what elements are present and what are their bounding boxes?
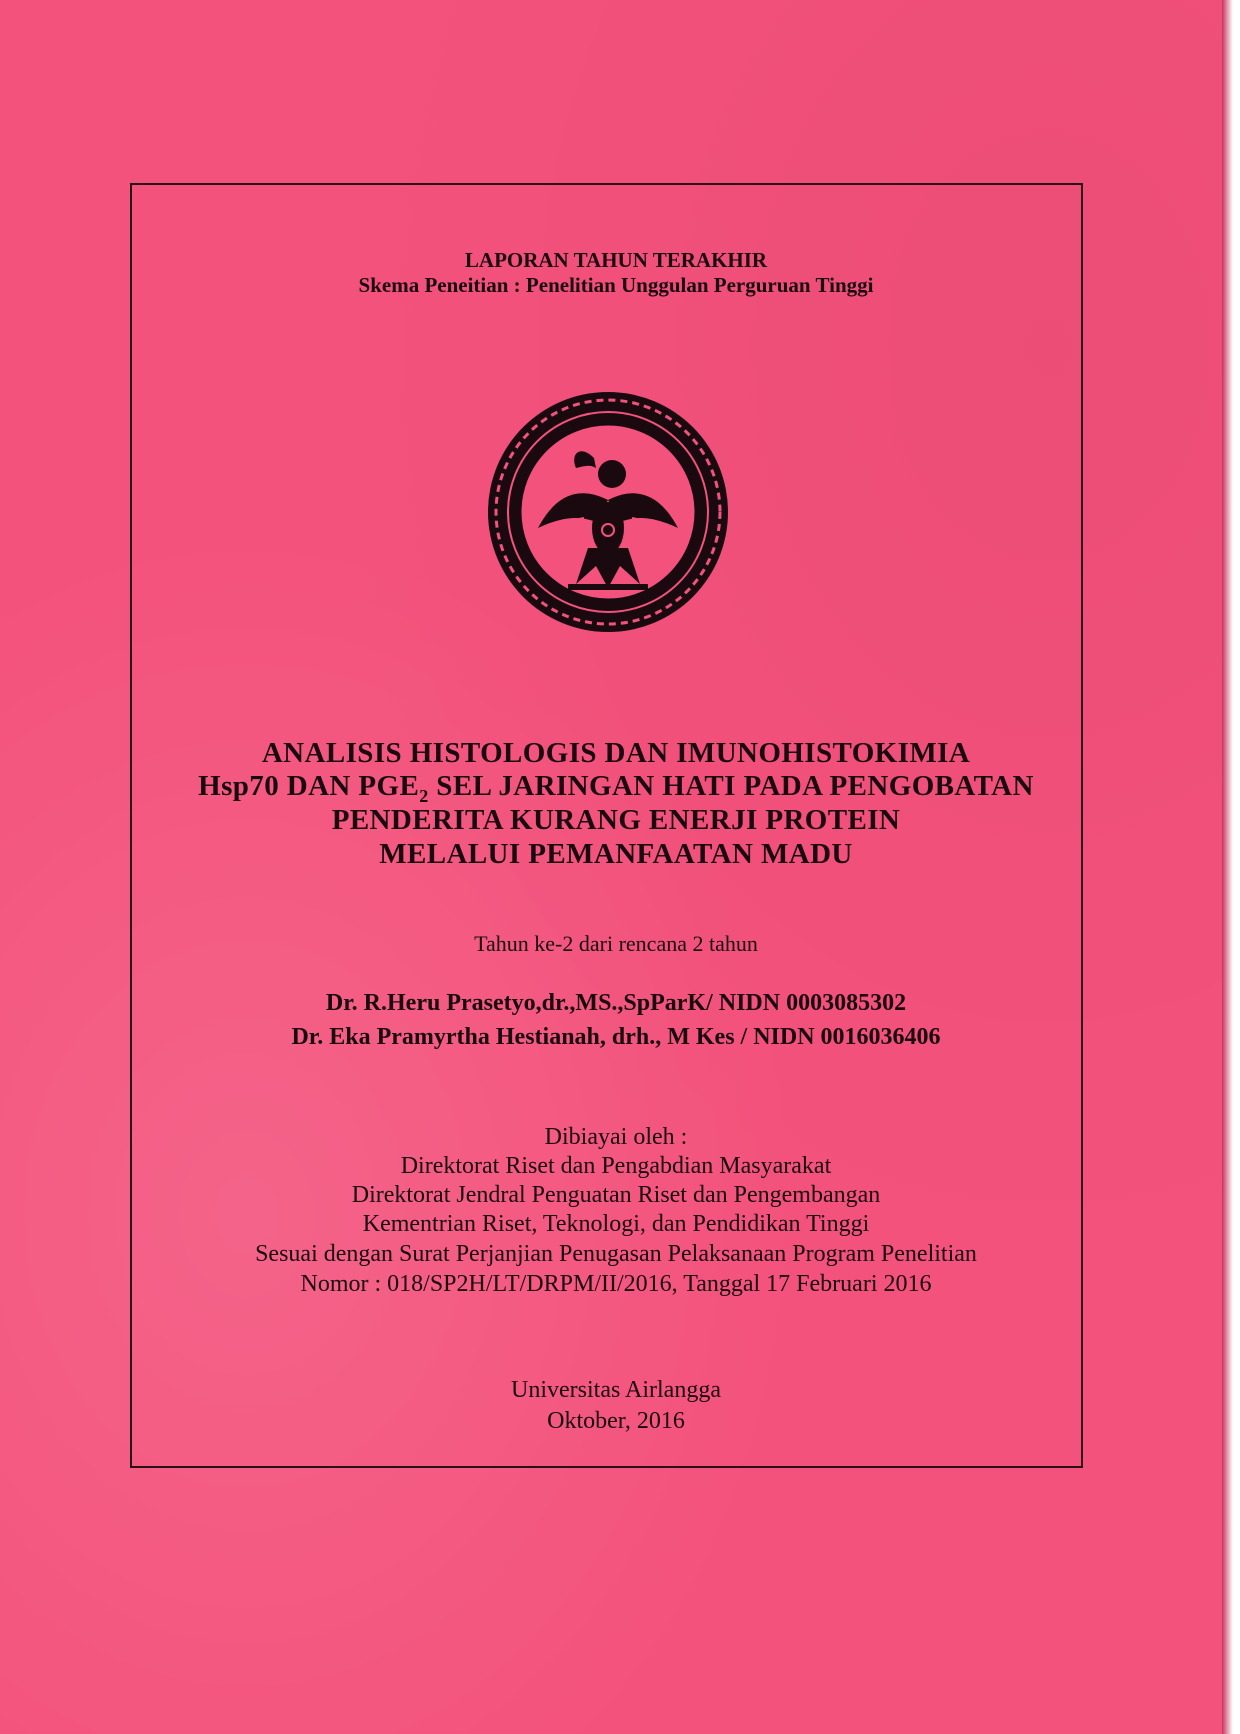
report-type: LAPORAN TAHUN TERAKHIR xyxy=(464,248,768,272)
funding-line-4: Sesuai dengan Surat Perjanjian Penugasan Pelaksanaan Program Penelitian xyxy=(255,1241,977,1267)
funding-line-5: Nomor : 018/SP2H/LT/DRPM/II/2016, Tanggal 17 Februari 2016 xyxy=(300,1271,932,1297)
title-line-2-subscript: 2 xyxy=(419,785,429,806)
funding-line-3: Kementrian Riset, Teknologi, dan Pendidikan Tinggi xyxy=(362,1211,870,1237)
title-line-1: ANALISIS HISTOLOGIS DAN IMUNOHISTOKIMIA xyxy=(261,737,971,769)
title-line-2 xyxy=(0,770,1232,807)
institution: Universitas Airlangga xyxy=(511,1377,721,1403)
report-date: Oktober, 2016 xyxy=(547,1408,685,1434)
title-line-4: MELALUI PEMANFAATAN MADU xyxy=(379,838,853,870)
title-line-2-prefix: Hsp70 DAN PGE xyxy=(198,770,420,802)
title-line-3: PENDERITA KURANG ENERJI PROTEIN xyxy=(331,804,901,836)
year-note: Tahun ke-2 dari rencana 2 tahun xyxy=(474,931,758,956)
funding-label: Dibiayai oleh : xyxy=(544,1124,688,1150)
author-2: Dr. Eka Pramyrtha Hestianah, drh., M Kes / NIDN 0016036406 xyxy=(291,1024,941,1050)
funding-line-2: Direktorat Jendral Penguatan Riset dan Pengembangan xyxy=(351,1182,881,1208)
university-seal-icon xyxy=(484,388,732,636)
report-scheme: Skema Peneitian : Penelitian Unggulan Perguruan Tinggi xyxy=(358,273,874,297)
author-1: Dr. R.Heru Prasetyo,dr.,MS.,SpParK/ NIDN 0003085302 xyxy=(325,990,907,1016)
funding-line-1: Direktorat Riset dan Pengabdian Masyarakat xyxy=(400,1153,832,1179)
title-line-2-suffix: SEL JARINGAN HATI PADA PENGOBATAN xyxy=(428,770,1034,802)
